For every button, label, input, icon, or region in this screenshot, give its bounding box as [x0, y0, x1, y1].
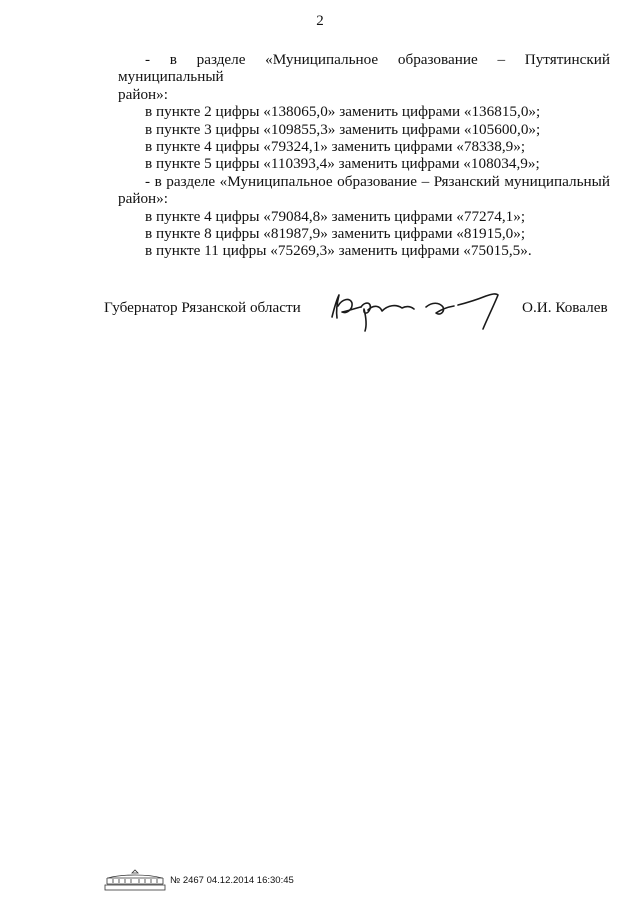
page-number: 2 [316, 13, 324, 29]
section-heading-ryazansky: - в разделе «Муниципальное образование – Рязанский муниципальный [145, 172, 610, 190]
amendment-text [118, 51, 610, 260]
amendment-item: в пункте 8 цифры «81987,9» заменить цифрами «81915,0»; [145, 225, 526, 243]
signatory-title: Губернатор Рязанской области [104, 299, 301, 316]
signatory-name: О.И. Ковалев [522, 299, 608, 316]
signature-block [0, 295, 640, 335]
handwritten-signature [326, 287, 506, 333]
section-heading-continuation: район»: [118, 190, 168, 208]
amendment-item: в пункте 11 цифры «75269,3» заменить цифрами «75015,5». [145, 242, 532, 260]
registration-number: № 2467 04.12.2014 16:30:45 [170, 875, 294, 886]
amendment-item: в пункте 5 цифры «110393,4» заменить цифрами «108034,9»; [145, 155, 540, 173]
section-heading-putyatinsky: - в разделе «Муниципальное образование – Путятинский муниципальный [118, 51, 610, 86]
government-emblem-icon [104, 869, 166, 891]
amendment-item: в пункте 2 цифры «138065,0» заменить цифрами «136815,0»; [145, 103, 541, 121]
amendment-item: в пункте 4 цифры «79084,8» заменить цифрами «77274,1»; [145, 207, 526, 225]
section-heading-continuation: район»: [118, 85, 168, 103]
amendment-item: в пункте 4 цифры «79324,1» заменить цифрами «78338,9»; [145, 138, 526, 156]
amendment-item: в пункте 3 цифры «109855,3» заменить цифрами «105600,0»; [145, 120, 541, 138]
